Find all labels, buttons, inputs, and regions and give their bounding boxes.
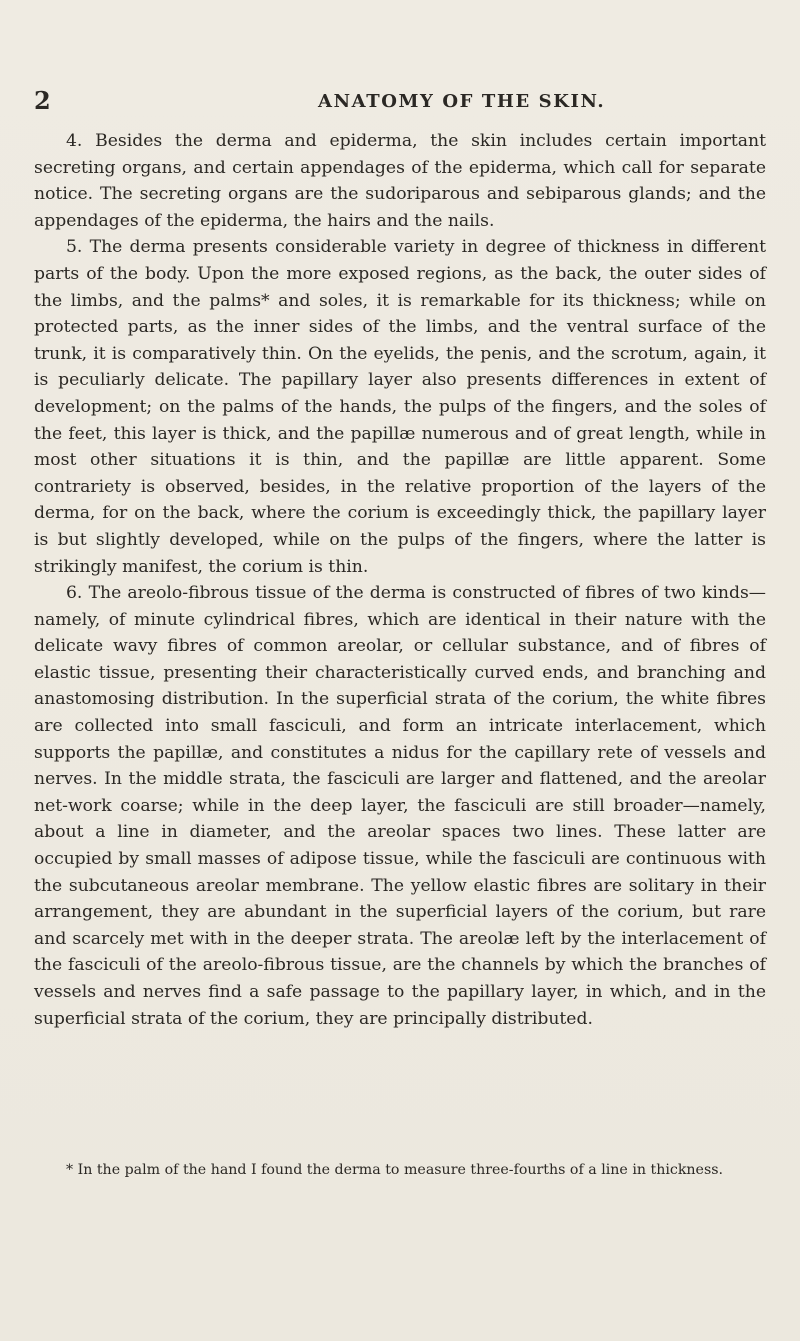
footnote-text: * In the palm of the hand I found the derma to measure three-fourths of a line in thickness. [66,1162,724,1178]
footnote [34,1160,766,1181]
paragraph-6: 6. The areolo-fibrous tissue of the derma is constructed of fibres of two kinds—namely, of minute cylindrical fibres, which are identical in their nature with the delicate wavy fibres of common areolar, or cellular substance, and of fibres of elastic tissue, presenting their characteristically curved ends, and branching and anastomosing distribution. In the superficial strata of the corium, the white fibres are collected into small fasciculi, and form an intricate interlacement, which supports the papillæ, and constitutes a nidus for the capillary rete of vessels and nerves. In the middle strata, the fasciculi are larger and flattened, and the areolar net-work coarse; while in the deep layer, the fasciculi are still broader—namely, about a line in diameter, and the areolar spaces two lines. These latter are occupied by small masses of adipose tissue, while the fasciculi are continuous with the subcutaneous areolar membrane. The yellow elastic fibres are solitary in their arrangement, they are abundant in the superficial layers of the corium, but rare and scarcely met with in the deeper strata. The areolæ left by the interlacement of the fasciculi of the areolo-fibrous tissue, are the channels by which the branches of vessels and nerves find a safe passage to the papillary layer, in which, and in the superficial strata of the corium, they are principally distributed. [34,583,766,1029]
running-title: ANATOMY OF THE SKIN. [318,91,606,112]
body-text [34,128,766,1032]
paragraph-5: 5. The derma presents considerable variety in degree of thickness in different parts of the body. Upon the more exposed regions, as the back, the outer sides of the limbs, and the palms* and soles, it is remarkable for its thickness; while on protected parts, as the inner sides of the limbs, and the ventral surface of the trunk, it is comparatively thin. On the eyelids, the penis, and the scrotum, again, it is peculiarly delicate. The papillary layer also presents differences in extent of development; on the palms of the hands, the pulps of the fingers, and the soles of the feet, this layer is thick, and the papillæ numerous and of great length, while in most other situations it is thin, and the papillæ are little apparent. Some contrariety is observed, besides, in the relative proportion of the layers of the derma, for on the back, where the corium is exceedingly thick, the papillary layer is but slightly developed, while on the pulps of the fingers, where the latter is strikingly manifest, the corium is thin. [34,237,766,577]
running-header [0,86,800,116]
page-number: 2 [34,86,51,115]
paragraph-4: 4. Besides the derma and epiderma, the skin includes certain important secreting organs, and certain appendages of the epiderma, which call for separate notice. The secreting organs are the sudoriparous and sebiparous glands; and the appendages of the epiderma, the hairs and the nails. [34,131,766,231]
